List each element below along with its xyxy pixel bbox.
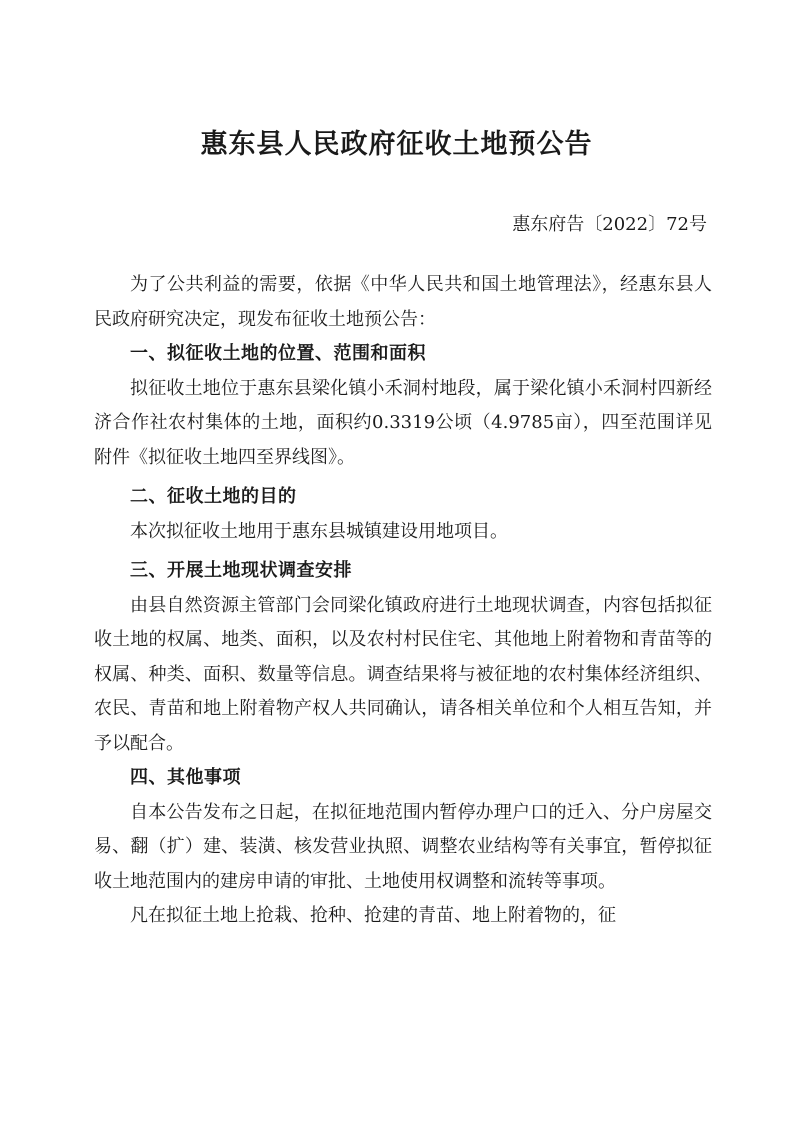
section-heading-purpose: 二、征收土地的目的 xyxy=(130,486,297,507)
document-title: 惠东县人民政府征收土地预公告 xyxy=(200,129,593,160)
section-heading-location: 一、拟征收土地的位置、范围和面积 xyxy=(130,343,426,364)
survey-paragraph: 由县自然资源主管部门会同梁化镇政府进行土地现状调查，内容包括拟征收土地的权属、地类、面积，以及农村村民住宅、其他地上附着物和青苗等的权属、种类、面积、数量等信息。调查结果将与被征地的农村集体经济组织、农民、青苗和地上附着物产权人共同确认，请各相关单位和个人相互告知，并予以配合。 xyxy=(94,594,712,754)
purpose-paragraph: 本次拟征收土地用于惠东县城镇建设用地项目。 xyxy=(130,520,508,542)
section-heading-other: 四、其他事项 xyxy=(130,767,241,788)
document-number: 惠东府告〔2022〕72号 xyxy=(512,214,707,235)
intro-paragraph: 为了公共利益的需要，依据《中华人民共和国土地管理法》，经惠东县人民政府研究决定，现发布征收土地预公告： xyxy=(94,274,712,330)
document-body xyxy=(94,268,712,934)
continuation-paragraph: 凡在拟征土地上抢栽、抢种、抢建的青苗、地上附着物的，征 xyxy=(130,905,616,926)
section-heading-survey: 三、开展土地现状调查安排 xyxy=(130,560,352,581)
location-paragraph: 拟征收土地位于惠东县梁化镇小禾洞村地段，属于梁化镇小禾洞村四新经济合作社农村集体的土地，面积约0.3319公顷（4.9785亩），四至范围详见附件《拟征收土地四至界线图》。 xyxy=(94,377,712,468)
other-paragraph: 自本公告发布之日起，在拟征地范围内暂停办理户口的迁入、分户房屋交易、翻（扩）建、装潢、核发营业执照、调整农业结构等有关事宜，暂停拟征收土地范围内的建房申请的审批、土地使用权调整和流转等事项。 xyxy=(94,801,712,892)
